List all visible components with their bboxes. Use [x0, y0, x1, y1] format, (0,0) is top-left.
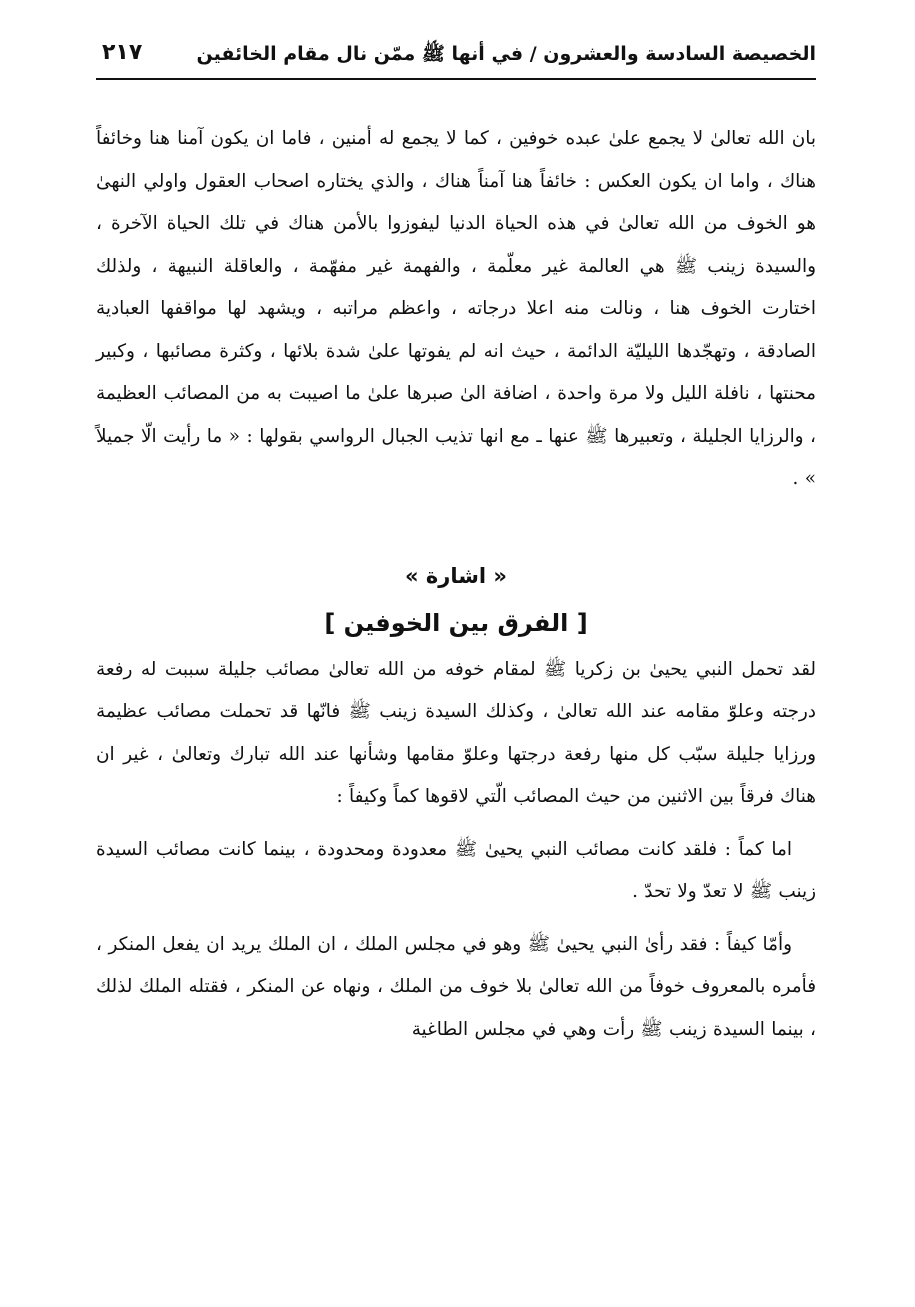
paragraph-two-fears: بان الله تعالىٰ لا يجمع علىٰ عبده خوفين ، كما لا يجمع له أمنين ، فاما ان يكون آمنا هنا وخائفاً هناك ، واما ان يكون العكس : خائفاً هنا آمناً هناك ، والذي يختاره اصحاب العقول واولي النهىٰ هو الخوف من الله تعالىٰ في هذه الحياة الدنيا ليفوزوا بالأمن هناك في تلك الحياة الآخرة ، والسيدة زينب ﷺ هي العالمة غير معلّمة ، والفهمة غير مفهّمة ، والعاقلة النبيهة ، ولذلك اختارت الخوف هنا ، ونالت منه اعلا درجاته ، واعظم مراتبه ، ويشهد لها مواقفها العبادية الصادقة ، وتهجّدها الليليّة الدائمة ، حيث انه لم يفوتها علىٰ شدة بلائها ، وكثرة مصائبها ، وكبير محنتها ، نافلة الليل ولا مرة واحدة ، اضافة الىٰ صبرها علىٰ ما اصيبت به من المصائب العظيمة ، والرزايا الجليلة ، وتعبيرها ﷺ عنها ـ مع انها تذيب الجبال الرواسي بقولها : « ما رأيت الّا جميلاً » .: [96, 128, 816, 489]
paragraph-quantity: اما كماً : فلقد كانت مصائب النبي يحيىٰ ﷺ معدودة ومحدودة ، بينما كانت مصائب السيدة زينب ﷺ لا تعدّ ولا تحدّ .: [96, 838, 816, 902]
paragraph-yahya-and-zaynab: لقد تحمل النبي يحيىٰ بن زكريا ﷺ لمقام خوفه من الله تعالىٰ مصائب جليلة سببت له رفعة درجته وعلوّ مقامه عند الله تعالىٰ ، وكذلك السيدة زينب ﷺ فانّها قد تحملت مصائب عظيمة ورزايا جليلة سبّب كل منها رفعة درجتها وعلوّ مقامها وشأنها عند الله تبارك وتعالىٰ ، غير ان هناك فرقاً بين الاثنين من حيث المصائب الّتي لاقوها كماً وكيفاً :: [96, 658, 816, 807]
section-heading: « اشارة »: [405, 563, 507, 588]
section-subheading: [ الفرق بين الخوفين ]: [324, 608, 588, 637]
paragraph-quality: وأمّا كيفاً : فقد رأىٰ النبي يحيىٰ ﷺ وهو في مجلس الملك ، ان الملك يريد ان يفعل المنكر ، فأمره بالمعروف خوفاً من الله تعالىٰ بلا خوف من الملك ، ونهاه عن المنكر ، فقتله الملك لذلك ، بينما السيدة زينب ﷺ رأت وهي في مجلس الطاغية: [96, 933, 816, 1040]
page-number: ٢١٧: [102, 40, 143, 65]
running-header: [96, 38, 816, 80]
running-title: الخصيصة السادسة والعشرون / في أنها ﷺ ممّن نال مقام الخائفين: [196, 43, 816, 65]
book-page: [96, 38, 816, 1278]
